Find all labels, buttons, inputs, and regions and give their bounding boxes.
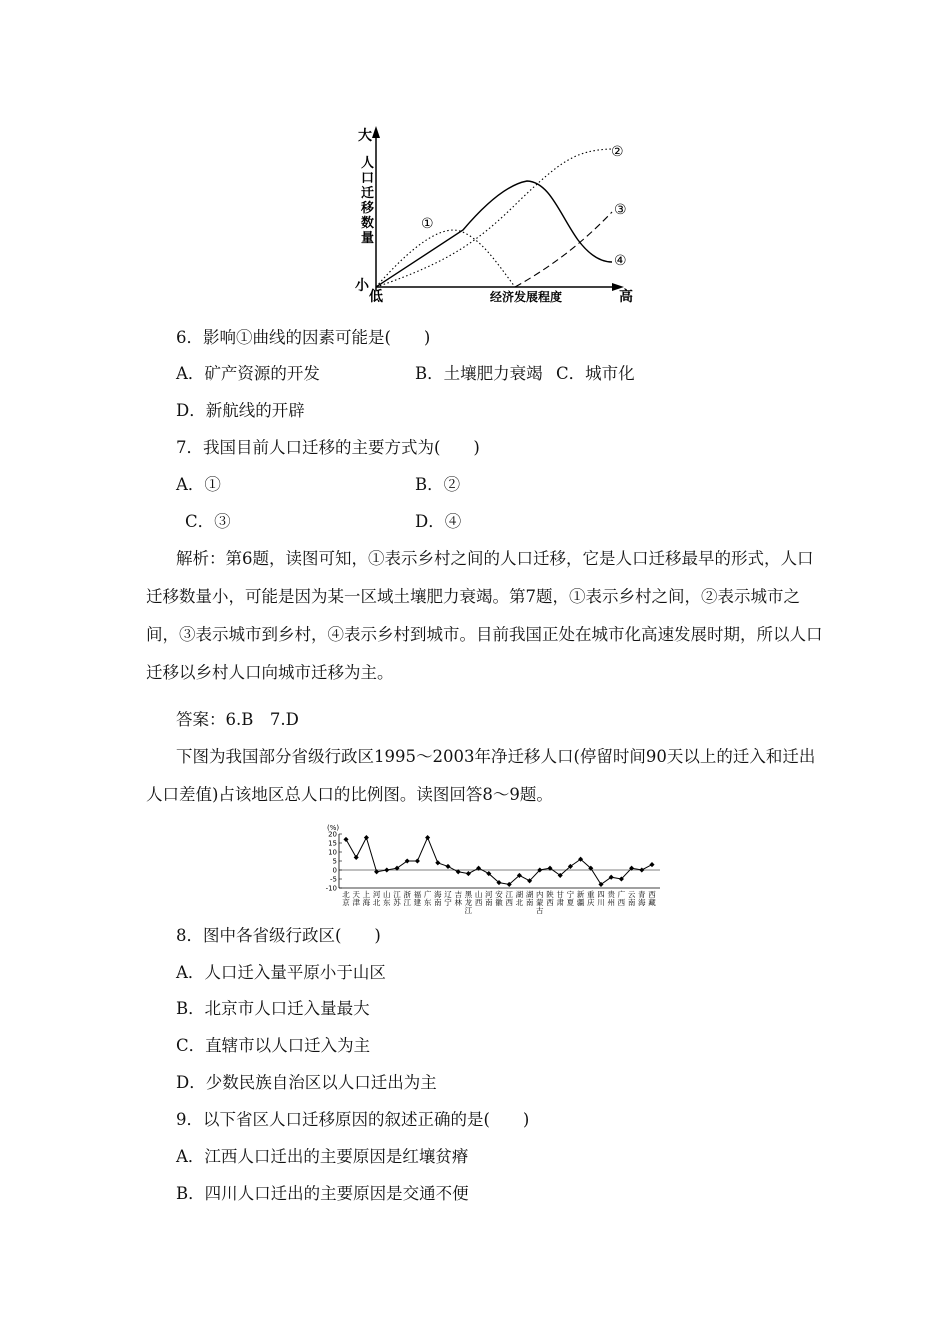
- curve-3-label: ③: [614, 202, 627, 218]
- chart-category-label: 福建: [413, 890, 422, 907]
- chart-category-label: 宁夏: [566, 890, 575, 907]
- chart-category-label: 广西: [617, 890, 626, 907]
- chart-ytick-label: 20: [328, 830, 337, 839]
- q7-option-a: A．①: [176, 475, 221, 494]
- curve-3: [515, 212, 612, 287]
- chart-category-label: 河南: [485, 890, 493, 907]
- q7-option-c: C．③: [185, 512, 231, 531]
- q6-stem: 6．影响①曲线的因素可能是( ): [176, 328, 431, 347]
- q8-option-a: A．人口迁入量平原小于山区: [176, 963, 386, 982]
- chart-category-label: 湖北: [515, 890, 524, 907]
- curve-4-label: ④: [614, 253, 627, 269]
- chart-category-label: 江西: [505, 890, 513, 907]
- chart-category-label: 内蒙古: [536, 890, 544, 915]
- chart-category-label: 辽宁: [444, 890, 452, 907]
- curve-1: [376, 230, 515, 287]
- analysis-text: 解析：第6题，读图可知，①表示乡村之间的人口迁移，它是人口迁移最早的形式，人口迁移数量小，可能是因为某一区域土壤肥力衰竭。第7题，①表示乡村之间，②表示城市之间，③表示城市到乡村，④表示乡村到城市。目前我国正处在城市化高速发展时期，所以人口迁移以乡村人口向城市迁移为主。: [146, 549, 823, 682]
- chart-point-北京: [343, 837, 348, 842]
- chart-category-label: 广东: [423, 890, 432, 907]
- q8-option-c: C．直辖市以人口迁入为主: [176, 1036, 371, 1055]
- chart-category-label: 江苏: [393, 890, 401, 907]
- chart-point-青海: [639, 867, 644, 872]
- chart-category-label: 河北: [372, 890, 381, 907]
- chart-category-label: 湖南: [525, 890, 534, 907]
- y-axis-label-char: 迁: [361, 186, 375, 201]
- x-axis-label: 经济发展程度: [490, 290, 563, 304]
- chart-point-海南: [435, 860, 440, 865]
- chart-category-label: 甘肃: [556, 890, 564, 907]
- chart-category-label: 四川: [597, 890, 605, 907]
- chart-point-山东: [384, 867, 389, 872]
- q9-option-a: A．江西人口迁出的主要原因是红壤贫瘠: [176, 1147, 469, 1166]
- q7-option-d: D．④: [415, 512, 462, 531]
- chart-category-label: 陕西: [546, 890, 554, 907]
- analysis-paragraph: [146, 540, 826, 692]
- chart-category-label: 安徽: [495, 890, 503, 907]
- chart-category-label: 山西: [474, 890, 483, 907]
- chart-category-label: 重庆: [587, 890, 595, 907]
- chart-category-label: 北京: [342, 890, 350, 907]
- chart-category-label: 浙江: [403, 890, 411, 907]
- y-axis-label-char: 移: [361, 201, 375, 216]
- chart-category-label: 新疆: [576, 890, 585, 907]
- q7-stem: 7．我国目前人口迁移的主要方式为( ): [176, 438, 480, 457]
- chart-point-天津: [354, 855, 359, 860]
- chart-category-label: 天津: [352, 890, 360, 907]
- q9-stem: 9．以下省区人口迁移原因的叙述正确的是( ): [176, 1110, 530, 1129]
- chart-ylabel: (%): [327, 824, 340, 832]
- y-axis-label-char: 量: [361, 231, 375, 246]
- chart-ytick-label: -10: [325, 884, 337, 893]
- chart-ytick-label: 15: [328, 839, 337, 848]
- y-axis-label-char: 口: [361, 171, 375, 186]
- y-axis-bottom-label: 小: [355, 278, 369, 294]
- chart-point-上海: [364, 835, 369, 840]
- chart-category-label: 上海: [362, 890, 371, 907]
- chart-ytick-label: 5: [332, 857, 337, 866]
- intro-text: 下图为我国部分省级行政区1995～2003年净迁移人口(停留时间90天以上的迁入和迁出人口差值)占该地区总人口的比例图。读图回答8～9题。: [146, 747, 816, 804]
- chart-category-label: 吉林: [454, 890, 462, 907]
- q6-option-b: B．土壤肥力衰竭: [415, 364, 543, 383]
- y-axis-arrow: [372, 126, 380, 138]
- y-axis-top-label: 大: [358, 128, 372, 144]
- chart-ytick-label: 0: [332, 866, 337, 875]
- q8-option-d: D．少数民族自治区以人口迁出为主: [176, 1073, 437, 1092]
- curve-2-label: ②: [611, 144, 624, 160]
- chart-series-line: [346, 838, 652, 885]
- chart-point-黑龙江: [466, 871, 471, 876]
- curve-4: [376, 181, 612, 287]
- q7-option-b: B．②: [415, 475, 461, 494]
- chart-point-西藏: [649, 862, 654, 867]
- q6-option-c: C．城市化: [556, 364, 635, 383]
- chart-point-福建: [415, 858, 420, 863]
- q8-option-b: B．北京市人口迁入量最大: [176, 999, 370, 1018]
- migration-curve-figure: [0, 0, 950, 310]
- y-axis-label-char: 数: [361, 216, 375, 231]
- net-migration-chart: [0, 820, 950, 920]
- chart-ytick-label: 10: [328, 848, 337, 857]
- chart-ytick-label: -5: [330, 875, 337, 884]
- chart-category-label: 海南: [434, 890, 442, 907]
- chart-category-label: 山东: [383, 890, 391, 907]
- y-axis-label-char: 人: [361, 156, 375, 171]
- x-axis-right-label: 高: [619, 289, 633, 305]
- chart-point-辽宁: [445, 864, 450, 869]
- curve-2: [376, 149, 612, 287]
- chart-category-label: 云南: [627, 890, 636, 907]
- q6-option-d: D．新航线的开辟: [176, 401, 305, 420]
- x-axis-left-label: 低: [369, 289, 383, 305]
- curve-1-label: ①: [421, 216, 434, 232]
- chart-category-label: 贵州: [607, 890, 615, 907]
- chart-point-广东: [425, 835, 430, 840]
- chart-category-label: 西藏: [648, 890, 656, 907]
- chart-category-label: 青海: [638, 890, 646, 907]
- q6-option-a: A．矿产资源的开发: [176, 364, 320, 383]
- q8-stem: 8．图中各省级行政区( ): [176, 926, 381, 945]
- chart-category-label: 黑龙江: [464, 890, 473, 915]
- answer-line: 答案：6.B 7.D: [176, 710, 299, 729]
- intro-paragraph: [146, 738, 826, 814]
- q9-option-b: B．四川人口迁出的主要原因是交通不便: [176, 1184, 469, 1203]
